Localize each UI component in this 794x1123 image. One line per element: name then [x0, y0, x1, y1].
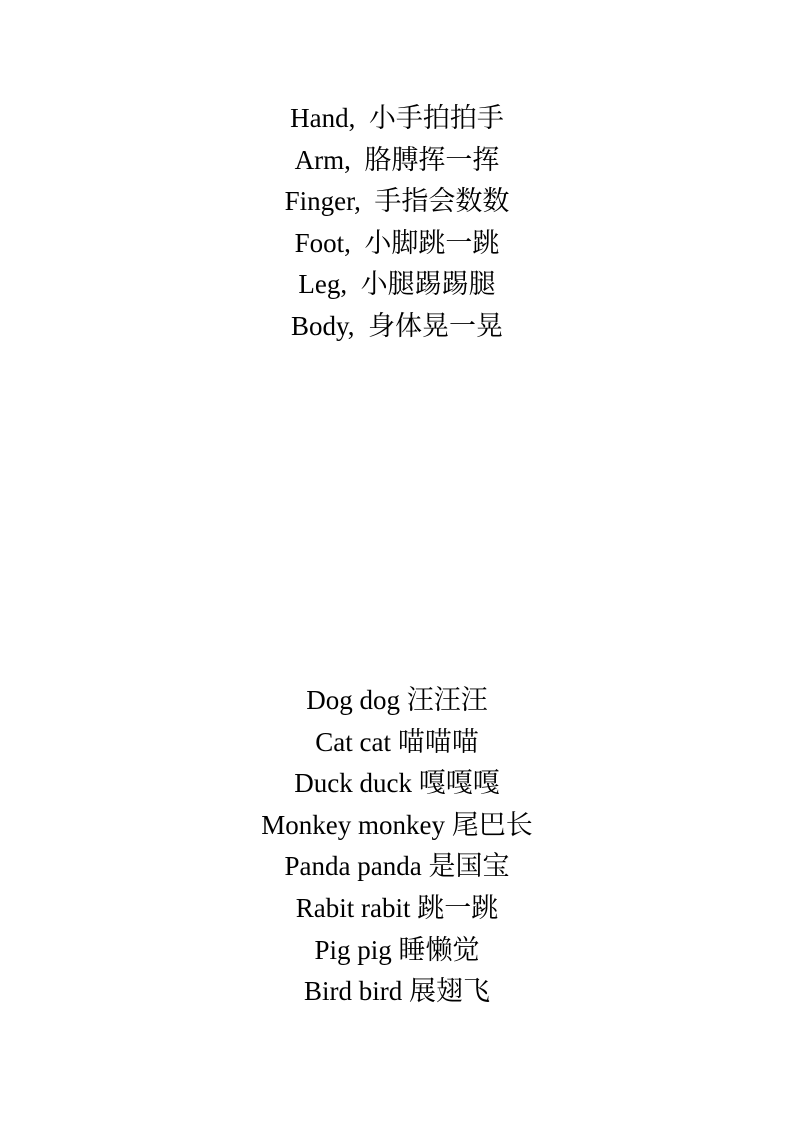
line-english: Bird bird	[304, 976, 403, 1007]
line-chinese: 睡懒觉	[398, 934, 480, 966]
rhyme-line-monkey	[0, 805, 794, 847]
line-chinese: 尾巴长	[451, 809, 533, 841]
line-english: Leg,	[298, 269, 348, 300]
rhyme-line-bird	[0, 971, 794, 1013]
line-english: Rabit rabit	[295, 892, 411, 923]
rhyme-line-foot	[0, 223, 794, 265]
line-chinese: 展翅飞	[409, 976, 490, 1008]
line-english: Body,	[290, 310, 355, 341]
line-chinese: 小手拍拍手	[368, 103, 504, 134]
line-chinese: 嘎嘎嘎	[418, 768, 500, 800]
line-english: Finger,	[284, 186, 361, 217]
line-chinese: 喵喵喵	[397, 726, 479, 758]
rhyme-line-finger	[0, 181, 794, 223]
line-english: Monkey monkey	[261, 809, 445, 840]
line-english: Panda panda	[284, 851, 422, 882]
rhyme-line-duck	[0, 763, 794, 805]
rhyme-line-cat	[0, 722, 794, 764]
line-english: Cat cat	[315, 726, 391, 757]
line-chinese: 是国宝	[428, 851, 510, 883]
line-chinese: 小腿踢踢腿	[360, 269, 496, 301]
animal-rhyme	[0, 680, 794, 1013]
line-chinese: 小脚跳一跳	[364, 227, 500, 259]
rhyme-line-arm	[0, 140, 794, 182]
rhyme-line-leg	[0, 264, 794, 306]
line-chinese: 胳膊挥一挥	[364, 144, 500, 176]
line-english: Foot,	[294, 227, 351, 258]
line-english: Arm,	[294, 144, 351, 175]
line-chinese: 手指会数数	[374, 186, 510, 218]
line-chinese: 汪汪汪	[406, 685, 488, 716]
line-english: Dog dog	[306, 685, 400, 715]
line-english: Hand,	[290, 103, 356, 133]
rhyme-line-panda	[0, 846, 794, 888]
line-english: Duck duck	[294, 768, 412, 799]
rhyme-line-dog	[0, 680, 794, 722]
body-parts-rhyme	[0, 98, 794, 348]
line-english: Pig pig	[314, 934, 392, 965]
rhyme-line-pig	[0, 930, 794, 972]
rhyme-line-hand	[0, 98, 794, 140]
rhyme-line-body	[0, 306, 794, 348]
line-chinese: 身体晃一晃	[368, 310, 503, 342]
line-chinese: 跳一跳	[417, 892, 499, 924]
rhyme-line-rabit	[0, 888, 794, 930]
